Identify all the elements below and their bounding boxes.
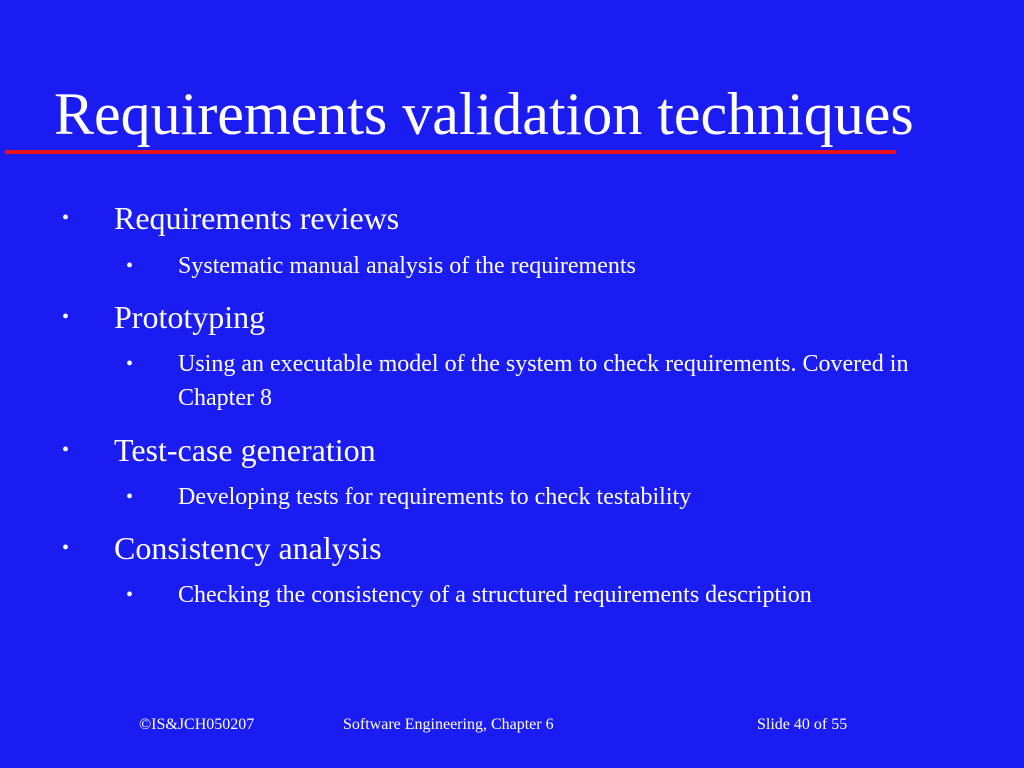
bullet-icon: • [62,439,70,461]
item-detail: Checking the consistency of a structured requirements description [178,582,812,608]
item-heading: Requirements reviews [114,200,400,236]
item-heading: Test-case generation [114,432,376,468]
item-detail: Developing tests for requirements to check testability [178,484,692,510]
sub-bullet-icon: • [126,255,134,277]
item-detail: Using an executable model of the system to check requirements. Covered in Chapter 8 [178,351,909,411]
footer-slide-number: Slide 40 of 55 [757,716,848,733]
sub-bullet-icon: • [126,353,134,375]
sub-bullet-icon: • [126,486,134,508]
item-heading: Prototyping [114,299,266,335]
bullet-icon: • [62,207,70,229]
item-heading: Consistency analysis [114,530,382,566]
footer-copyright: ©IS&JCH050207 [139,716,255,733]
sub-bullet-icon: • [126,584,134,606]
footer-course: Software Engineering, Chapter 6 [343,716,554,733]
bullet-icon: • [62,537,70,559]
item-detail: Systematic manual analysis of the requirements [178,253,636,279]
bullet-icon: • [62,306,70,328]
slide-title: Requirements validation techniques [54,81,914,147]
title-underline [5,150,896,154]
